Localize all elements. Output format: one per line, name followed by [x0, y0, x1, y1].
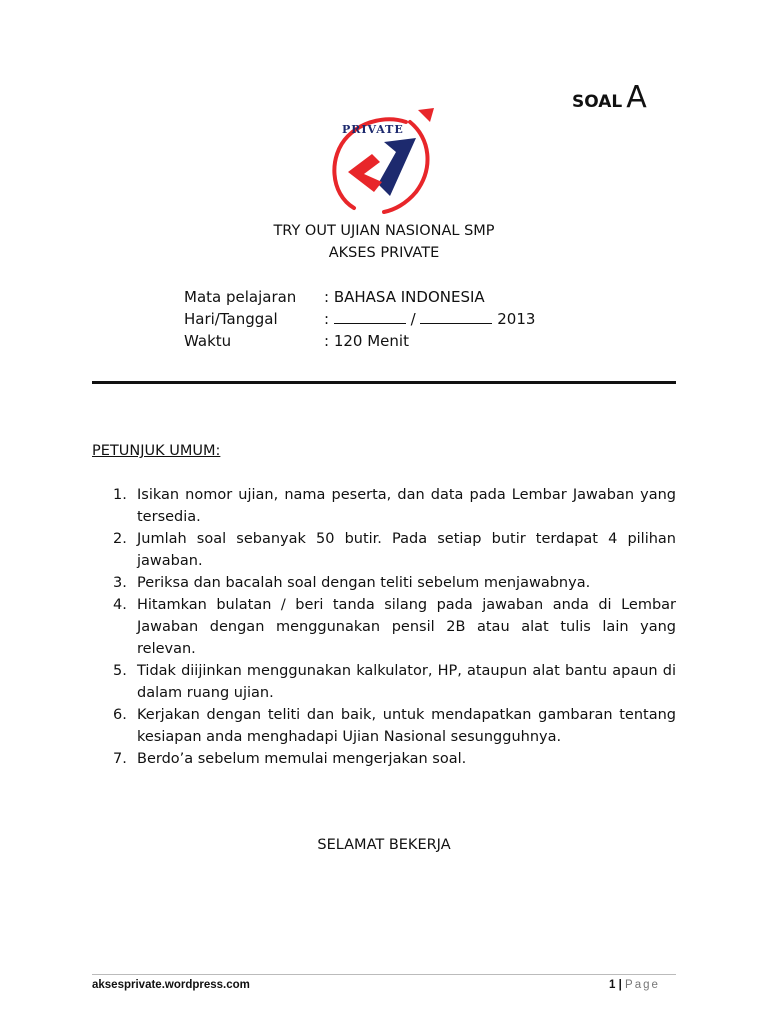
- time-label: Waktu: [184, 332, 232, 350]
- subject-label: Mata pelajaran: [184, 288, 297, 306]
- soal-label-text: SOAL: [572, 92, 623, 112]
- date-row: [184, 310, 535, 328]
- list-item: [92, 594, 676, 660]
- private-logo: [326, 108, 438, 223]
- list-item: [92, 484, 676, 528]
- header-divider: [92, 381, 676, 384]
- soal-letter: A: [626, 80, 647, 115]
- date-year: 2013: [497, 310, 536, 328]
- list-item: [92, 748, 676, 770]
- date-blank-1: [334, 311, 406, 324]
- instructions-heading: PETUNJUK UMUM:: [92, 443, 221, 459]
- time-row: [184, 332, 409, 350]
- list-item: [92, 704, 676, 748]
- date-label: Hari/Tanggal: [184, 310, 278, 328]
- list-item-text: Isikan nomor ujian, nama peserta, dan data pada Lembar Jawaban yang tersedia.: [137, 487, 676, 525]
- instructions-list: [92, 484, 676, 770]
- date-blank-2: [420, 311, 492, 324]
- list-item-text: Berdo’a sebelum memulai mengerjakan soal.: [137, 751, 467, 767]
- list-item: [92, 528, 676, 572]
- list-item-text: Periksa dan bacalah soal dengan teliti sebelum menjawabnya.: [137, 575, 591, 591]
- exam-title: TRY OUT UJIAN NASIONAL SMP: [273, 223, 495, 239]
- list-item-number: 6.: [113, 707, 127, 723]
- page-word: Page: [625, 979, 660, 991]
- list-item-number: 7.: [113, 751, 127, 767]
- subject-row: [184, 288, 485, 306]
- exam-organizer: AKSES PRIVATE: [328, 245, 440, 261]
- page-separator: |: [618, 979, 622, 991]
- subject-value: : BAHASA INDONESIA: [324, 288, 485, 306]
- page-number: 1: [609, 979, 616, 991]
- closing-text: SELAMAT BEKERJA: [317, 837, 451, 853]
- list-item-number: 2.: [113, 531, 127, 547]
- list-item-number: 5.: [113, 663, 127, 679]
- list-item-text: Jumlah soal sebanyak 50 butir. Pada setiap butir terdapat 4 pilihan jawaban.: [137, 531, 676, 569]
- footer-divider: [92, 974, 676, 975]
- time-value: : 120 Menit: [324, 332, 409, 350]
- list-item-number: 1.: [113, 487, 127, 503]
- list-item-text: Hitamkan bulatan / beri tanda silang pada jawaban anda di Lembar Jawaban dengan menggunakan pensil 2B atau alat tulis lain yang relevan.: [137, 597, 676, 657]
- date-prefix: :: [324, 310, 330, 328]
- date-separator: /: [410, 310, 416, 328]
- logo-text: PRIVATE: [342, 123, 404, 136]
- list-item-number: 3.: [113, 575, 127, 591]
- footer-website: aksesprivate.wordpress.com: [92, 979, 250, 991]
- list-item-number: 4.: [113, 597, 127, 613]
- footer-page: [609, 979, 660, 991]
- list-item: [92, 660, 676, 704]
- list-item-text: Kerjakan dengan teliti dan baik, untuk mendapatkan gambaran tentang kesiapan anda menghadapi Ujian Nasional sesungguhnya.: [137, 707, 676, 745]
- soal-label: [572, 80, 647, 115]
- list-item-text: Tidak diijinkan menggunakan kalkulator, HP, ataupun alat bantu apaun di dalam ruang ujian.: [137, 663, 676, 701]
- list-item: [92, 572, 676, 594]
